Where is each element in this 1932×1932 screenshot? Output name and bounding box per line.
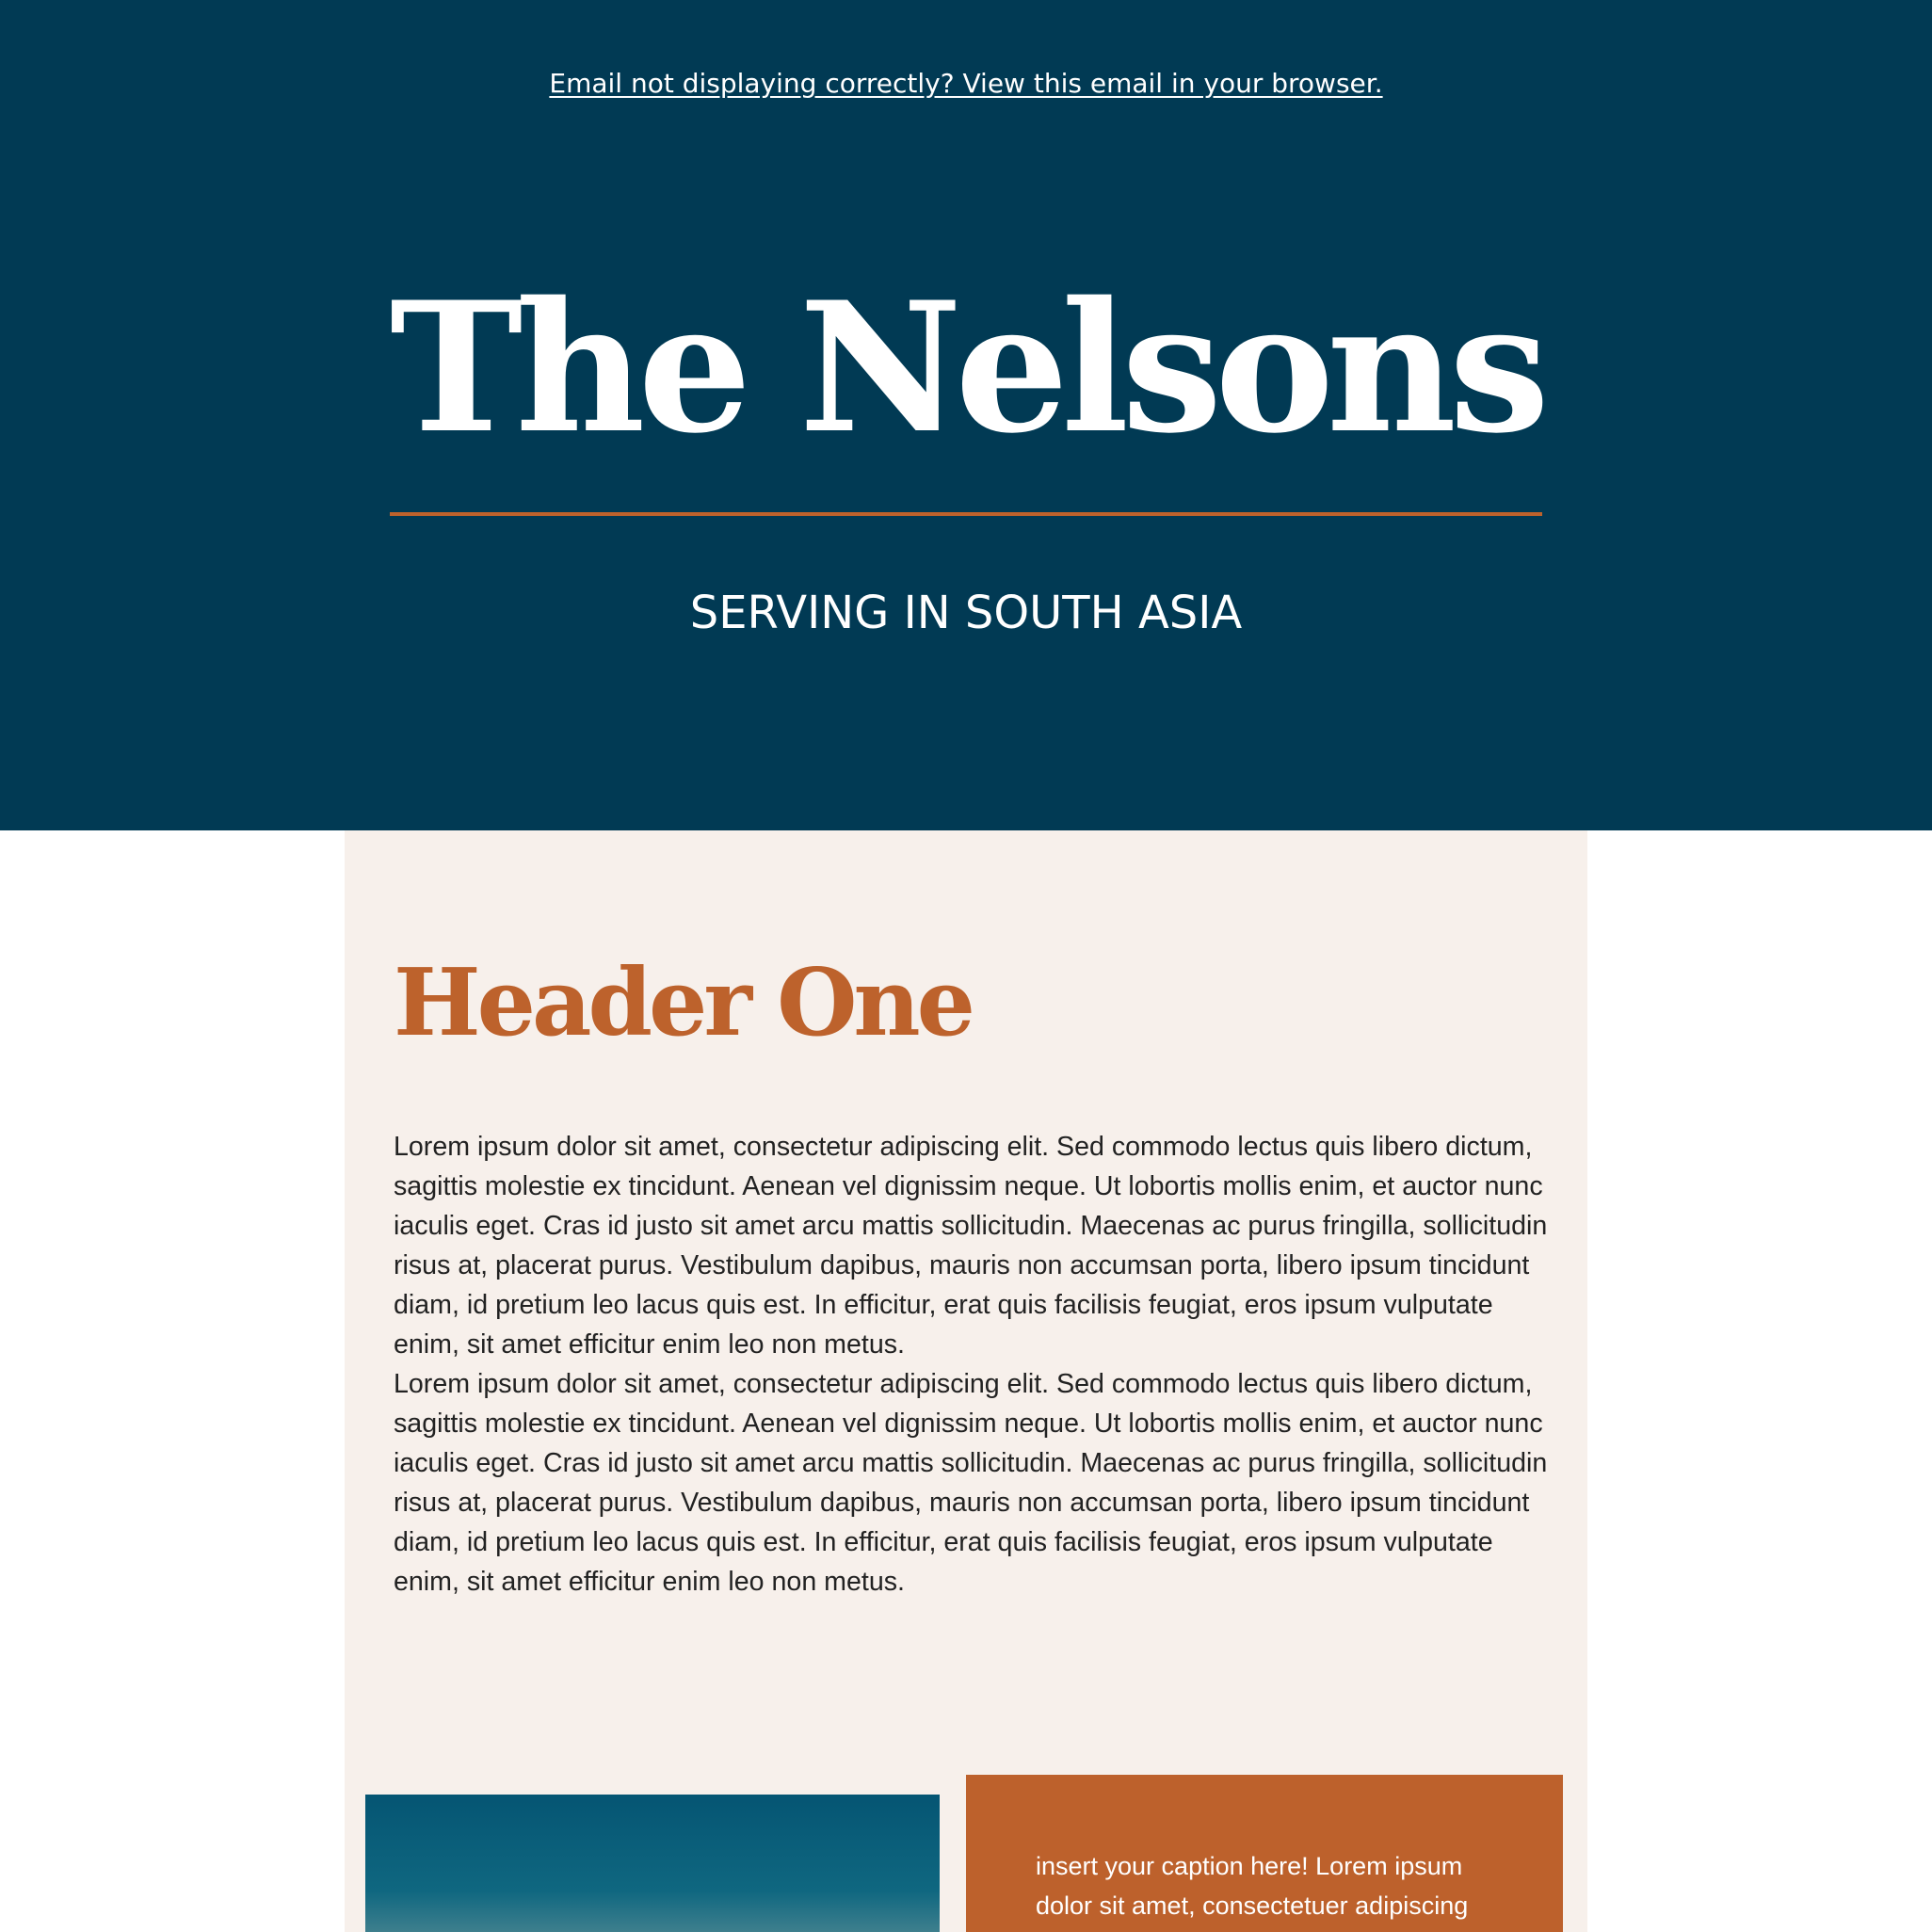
- caption-box: [966, 1775, 1563, 1932]
- feature-photo: [365, 1795, 940, 1932]
- title-divider: [390, 512, 1542, 516]
- site-title: The Nelsons: [389, 263, 1543, 473]
- section-heading: Header One: [394, 949, 973, 1057]
- site-subtitle: SERVING IN SOUTH ASIA: [689, 587, 1243, 639]
- caption-text: insert your caption here! Lorem ipsum dolor sit amet, consectetuer adipiscing: [1036, 1852, 1469, 1920]
- paragraph: Lorem ipsum dolor sit amet, consectetur adipiscing elit. Sed commodo lectus quis libero dictum, sagittis molestie ex tincidunt. Aenean vel dignissim neque. Ut lobortis mollis enim, et auctor nunc iaculis eget. Cras id justo sit amet arcu mattis sollicitudin. Maecenas ac purus fringilla, sollicitudin risus at, placerat purus. Vestibulum dapibus, mauris non accumsan porta, libero ipsum tincidunt diam, id pretium leo lacus quis est. In efficitur, erat quis facilisis feugiat, eros ipsum vulputate enim, sit amet efficitur enim leo non metus.: [394, 1369, 1548, 1597]
- paragraph: Lorem ipsum dolor sit amet, consectetur adipiscing elit. Sed commodo lectus quis libero dictum, sagittis molestie ex tincidunt. Aenean vel dignissim neque. Ut lobortis mollis enim, et auctor nunc iaculis eget. Cras id justo sit amet arcu mattis sollicitudin. Maecenas ac purus fringilla, sollicitudin risus at, placerat purus. Vestibulum dapibus, mauris non accumsan porta, libero ipsum tincidunt diam, id pretium leo lacus quis est. In efficitur, erat quis facilisis feugiat, eros ipsum vulputate enim, sit amet efficitur enim leo non metus.: [394, 1132, 1548, 1360]
- content-panel: [345, 830, 1587, 1932]
- body-copy: [394, 1127, 1554, 1602]
- email-header: [0, 0, 1932, 830]
- view-in-browser-link[interactable]: Email not displaying correctly? View this email in your browser.: [549, 68, 1383, 99]
